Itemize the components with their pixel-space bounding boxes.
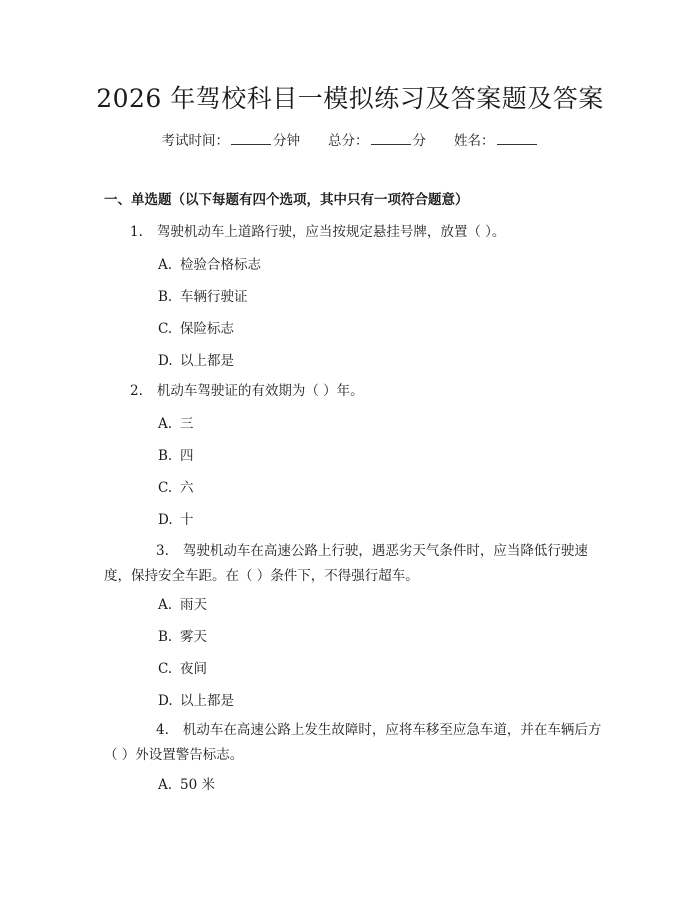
question-text: 驾驶机动车上道路行驶，应当按规定悬挂号牌，放置（ ）。 [156, 224, 506, 240]
option-letter: A. [158, 597, 173, 613]
option-letter: D. [158, 693, 173, 709]
option-letter: C. [158, 661, 173, 677]
option-text: 以上都是 [180, 353, 234, 369]
option-1d[interactable] [158, 352, 234, 370]
name-field [454, 132, 539, 150]
exam-time-field [162, 132, 301, 150]
option-text: 雾天 [180, 629, 207, 645]
option-letter: B. [158, 289, 173, 305]
option-letter: D. [158, 353, 173, 369]
total-score-blank[interactable] [371, 132, 411, 145]
option-text: 检验合格标志 [180, 257, 261, 273]
question-3 [104, 539, 604, 589]
document-title: 2026 年驾校科目一模拟练习及答案题及答案 [96, 84, 604, 113]
option-letter: B. [158, 448, 173, 464]
question-2 [130, 379, 364, 404]
option-2c[interactable] [158, 479, 194, 497]
option-1b[interactable] [158, 288, 248, 306]
total-score-unit: 分 [412, 133, 426, 149]
option-text: 六 [180, 480, 194, 496]
option-3d[interactable] [158, 692, 234, 710]
question-number: 2. [130, 383, 143, 399]
option-2a[interactable] [158, 415, 194, 433]
option-1c[interactable] [158, 320, 234, 338]
total-score-label: 总分： [328, 133, 369, 149]
option-letter: A. [158, 777, 173, 793]
option-2b[interactable] [158, 447, 194, 465]
option-text: 雨天 [180, 597, 207, 613]
section-heading-single-choice: 一、单选题（以下每题有四个选项，其中只有一项符合题意） [104, 192, 469, 208]
option-letter: C. [158, 480, 173, 496]
option-4a[interactable] [158, 776, 215, 794]
option-letter: D. [158, 512, 173, 528]
option-letter: B. [158, 629, 173, 645]
option-letter: C. [158, 321, 173, 337]
option-3c[interactable] [158, 660, 207, 678]
option-text: 保险标志 [180, 321, 234, 337]
name-blank[interactable] [497, 132, 537, 145]
option-letter: A. [158, 257, 173, 273]
option-1a[interactable] [158, 256, 261, 274]
question-text: 机动车驾驶证的有效期为（ ）年。 [156, 383, 364, 399]
name-label: 姓名： [454, 133, 495, 149]
exam-time-unit: 分钟 [273, 133, 300, 149]
option-text: 以上都是 [180, 693, 234, 709]
option-3b[interactable] [158, 628, 207, 646]
option-text: 十 [180, 512, 194, 528]
question-number: 1. [130, 224, 143, 240]
option-3a[interactable] [158, 596, 207, 614]
question-text: 机动车在高速公路上发生故障时，应将车移至应急车道，并在车辆后方（ ）外设置警告标志。 [104, 722, 602, 763]
option-text: 50 米 [180, 777, 215, 793]
exam-time-label: 考试时间： [161, 133, 229, 149]
exam-time-blank[interactable] [231, 132, 271, 145]
question-number: 4. [156, 722, 169, 738]
option-text: 四 [180, 448, 194, 464]
question-4 [104, 718, 604, 768]
exam-meta-row [0, 132, 700, 150]
question-number: 3. [156, 543, 169, 559]
option-text: 车辆行驶证 [180, 289, 248, 305]
total-score-field [328, 132, 426, 150]
question-text: 驾驶机动车在高速公路上行驶，遇恶劣天气条件时，应当降低行驶速度，保持安全车距。在（ ）条件下，不得强行超车。 [104, 543, 588, 584]
option-text: 三 [180, 416, 194, 432]
option-text: 夜间 [180, 661, 207, 677]
option-2d[interactable] [158, 511, 194, 529]
question-1 [130, 220, 505, 245]
option-letter: A. [158, 416, 173, 432]
